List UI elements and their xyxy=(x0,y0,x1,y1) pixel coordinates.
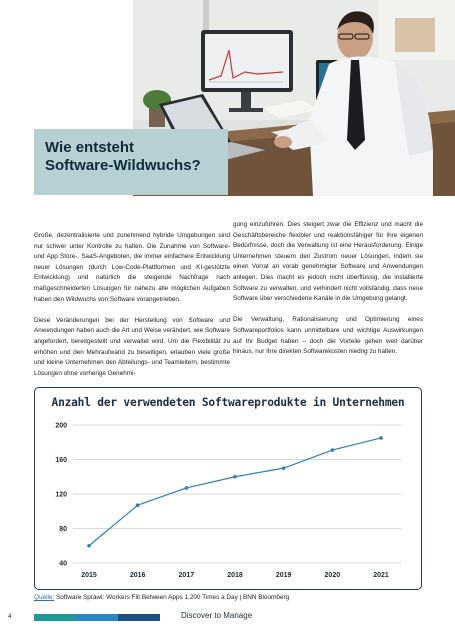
body-paragraph: gung einzuführen. Dies steigert zwar die Effizienz und macht die Geschäftsbereiche flexibler und reaktionsfähiger für ihre eigenen Bedürfnisse, doch die Verwaltung ist eine Herausforderung. Einige Unternehmen steuern den Zustrom neuer Lösungen, indem sie einen Vorrat an vorab genehmigter Software und Anwendungen anlegen. Dies macht es jedoch nicht überflüssig, die installierte Software zu verwalten, und verhindert nicht vollständig, dass neue Software über verschiedene Kanäle in die Umgebung gelangt. xyxy=(233,221,423,303)
page-title xyxy=(45,139,201,175)
data-point xyxy=(331,448,335,452)
x-tick-label: 2021 xyxy=(373,572,389,579)
y-tick-label: 200 xyxy=(55,422,67,430)
source-label-link[interactable]: Quelle: xyxy=(34,594,55,601)
source-text: Software Sprawl: Workers Flit Between Apps 1,200 Times a Day | BNN Bloomberg xyxy=(54,594,290,601)
body-paragraph: Diese Veränderungen bei der Herstellung von Software und Anwendungen haben auch die Art und Weise verändert, wie Software angefordert, bereitgestellt und verwaltet wird. Um die Flexibilität zu erhöhen und den Mehraufwand zu beseitigen, erlauben viele große und kleine Unternehmen den Abteilungs- und Teamleitern, bestimmte Lösungen ohne vorherige Genehmi- xyxy=(34,316,230,377)
series-line xyxy=(89,438,381,546)
title-line-1: Wie entsteht xyxy=(45,139,135,156)
title-line-2: Software-Wildwuchs? xyxy=(45,157,201,174)
chart-title: Anzahl der verwendeten Softwareprodukte in Unternehmen xyxy=(51,396,405,409)
footer-color-bar-teal xyxy=(34,614,76,621)
x-tick-label: 2020 xyxy=(324,572,341,579)
y-tick-label: 160 xyxy=(55,457,67,464)
body-paragraph: Große, dezentralisierte und zunehmend hybride Umgebungen sind nur schwer unter Kontrolle zu halten. Die Zunahme von Software- und App Store-, SaaS-Angeboten, die immer einfachere Entwicklung neuer Lösungen (durch Low-Code-Plattformen und KI-gestützte Entwicklung) und natürlich die steigende Nachfrage nach maßgeschneiderten Lösungen für nahezu alle möglichen Aufgaben haben den Wildwuchs von Software vorangetrieben. xyxy=(34,232,230,303)
data-point xyxy=(233,475,237,479)
body-column-left xyxy=(34,231,230,390)
y-tick-label: 120 xyxy=(55,491,67,499)
footer-color-bar-blue xyxy=(76,614,118,621)
footer-color-bar-navy xyxy=(118,614,160,621)
data-point xyxy=(136,503,140,507)
data-point xyxy=(379,436,383,440)
body-paragraph: Die Verwaltung, Rationalisierung und Optimierung eines Softwareportfolios kann unmittelbare und wichtige Auswirkungen auf Ihr Budget haben – doch die Vorteile gehen weit darüber hinaus, nur Ihre direkten Softwarekosten niedrig zu halten. xyxy=(233,316,423,356)
page-number: 4 xyxy=(8,613,12,620)
y-tick-label: 80 xyxy=(59,526,67,533)
line-chart xyxy=(35,388,420,588)
footer-label: Discover to Manage xyxy=(181,611,253,620)
section-title-box xyxy=(34,129,228,195)
x-tick-label: 2015 xyxy=(81,572,97,579)
x-tick-label: 2016 xyxy=(129,572,146,579)
body-column-right xyxy=(233,220,423,368)
data-point xyxy=(282,466,286,470)
data-point xyxy=(87,544,91,548)
y-tick-label: 40 xyxy=(59,560,67,568)
source-note xyxy=(34,594,289,601)
x-tick-label: 2019 xyxy=(275,572,292,579)
x-tick-label: 2017 xyxy=(178,572,195,579)
x-tick-label: 2018 xyxy=(227,572,243,579)
chart-container xyxy=(34,387,422,590)
data-point xyxy=(185,486,189,490)
